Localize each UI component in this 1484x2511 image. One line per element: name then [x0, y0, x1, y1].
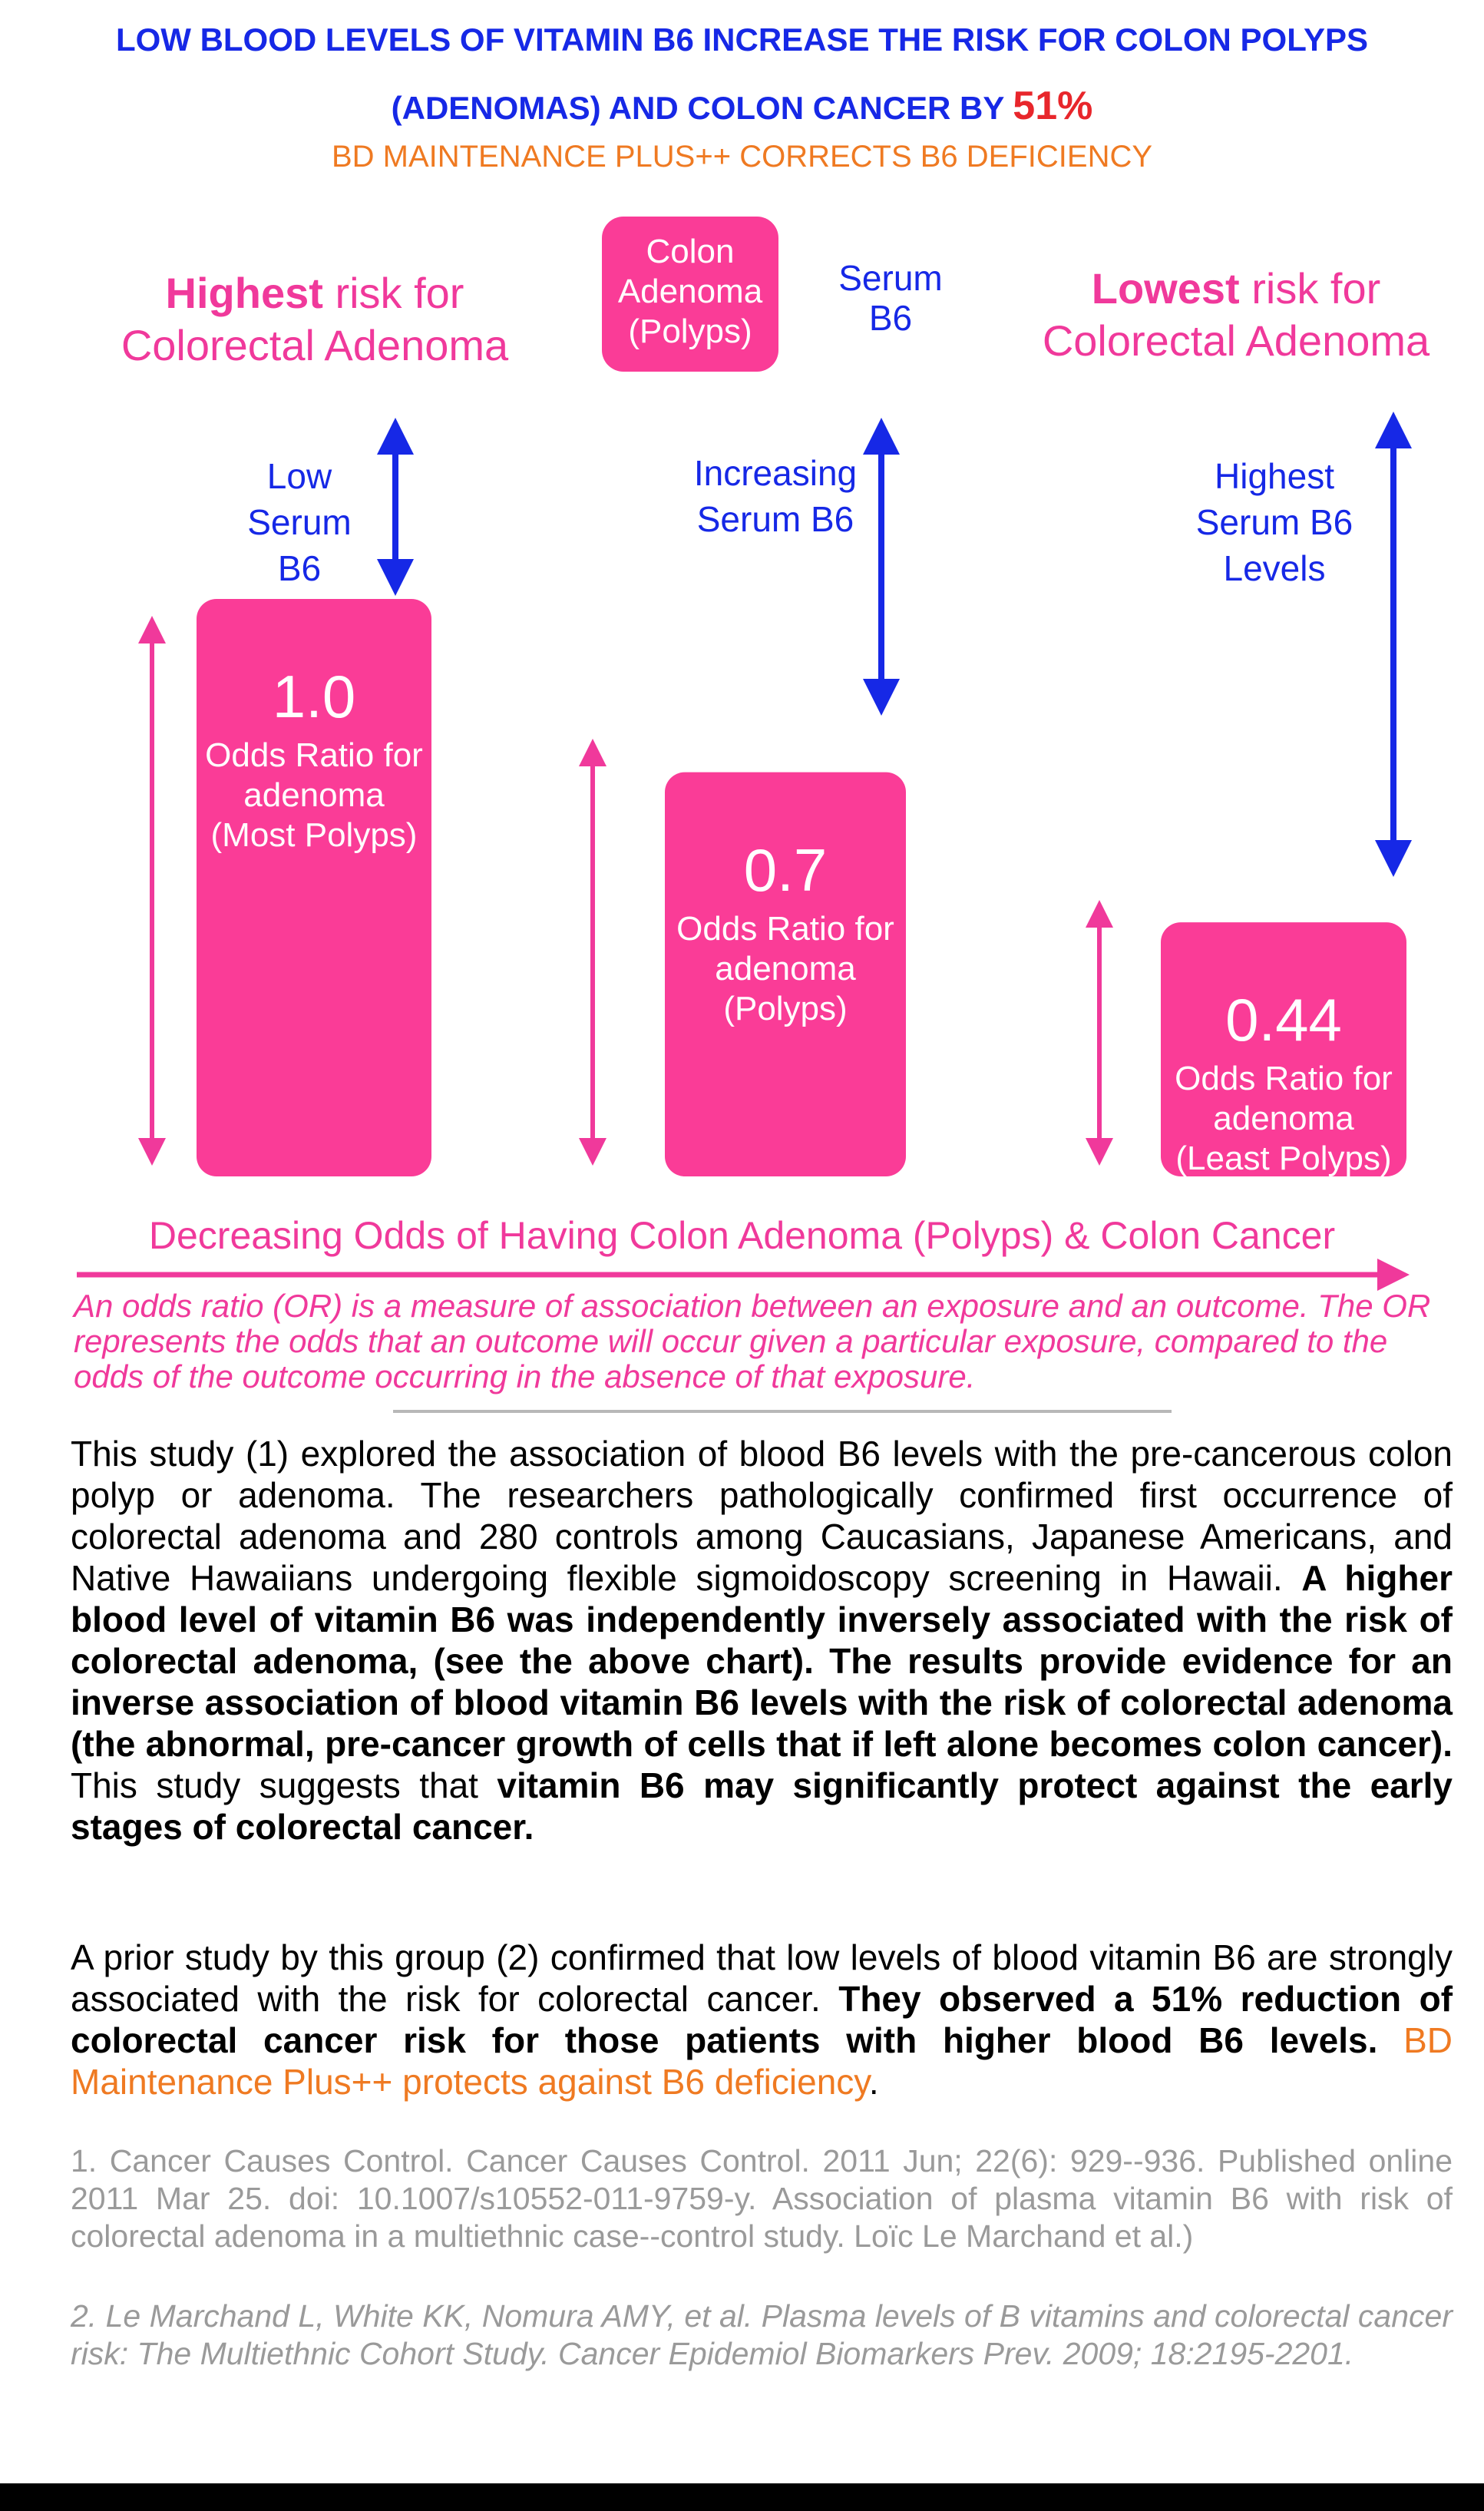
p2-text-1: A prior study by this group (2) confirmed that low levels of blood vitamin B6 are strongly associated with the risk for colorectal cancer. [71, 1937, 1453, 2019]
x-axis-label: Decreasing Odds of Having Colon Adenoma (Polyps) & Colon Cancer [148, 1214, 1336, 1257]
bar-label-2: Odds Ratio for adenoma (Polyps) [676, 909, 894, 1027]
highest-risk-bold: Highest [165, 269, 323, 317]
lowest-risk-line2: Colorectal Adenoma [1042, 316, 1430, 365]
highest-risk-rest: risk for [322, 269, 464, 317]
p1-bold-1: A higher blood level of vitamin B6 was independently inversely associated with the risk of colorectal adenoma, (see the above chart). The results provide evidence for an inverse association of blood vitamin B6 levels with the risk of colorectal adenoma (the abnormal, pre-cancer growth of cells that if left alone becomes colon cancer). [71, 1558, 1453, 1764]
reference-2: 2. Le Marchand L, White KK, Nomura AMY, et al. Plasma levels of B vitamins and colorectal cancer risk: The Multiethnic Cohort Study. Cancer Epidemiol Biomarkers Prev. 2009; 18:2195-2201. [71, 2298, 1453, 2371]
title-percent: 51% [1013, 84, 1093, 128]
bar-value-1: 1.0 [272, 663, 356, 730]
bottom-bar [0, 2483, 1484, 2511]
paragraph-2 [71, 1937, 1453, 2102]
p1-text-2: This study suggests that [71, 1765, 497, 1805]
serum-label-increasing: Increasing Serum B6 [693, 453, 858, 539]
bar-label-3: Odds Ratio for adenoma (Least Polyps) [1175, 1060, 1393, 1178]
divider [393, 1410, 1172, 1413]
p2-bold-1: They observed a 51% reduction of colorectal cancer risk for those patients with higher blood B6 levels. [71, 1979, 1453, 2060]
lowest-risk-rest: risk for [1239, 264, 1381, 313]
reference-1: 1. Cancer Causes Control. Cancer Causes Control. 2011 Jun; 22(6): 929--936. Published online 2011 Mar 25. doi: 10.1007/s10552-011-9759-y. Association of plasma vitamin B6 with risk of colorectal adenoma in a multiethnic case--control study. Loïc Le Marchand et al.) [71, 2143, 1453, 2254]
bar-label-1: Odds Ratio for adenoma (Most Polyps) [205, 736, 423, 854]
legend-serum-label: Serum B6 [838, 258, 943, 338]
serum-label-low: Low Serum B6 [247, 456, 352, 588]
bar-value-3: 0.44 [1225, 986, 1342, 1054]
p1-text-1: This study (1) explored the association of blood B6 levels with the pre-cancerous colon polyp or adenoma. The researchers pathologically confirmed first occurrence of colorectal adenoma and 280 controls among Caucasians, Japanese Americans, and Native Hawaiians undergoing flexible sigmoidoscopy screening in Hawaii. [71, 1434, 1453, 1598]
title-line-1: LOW BLOOD LEVELS OF VITAMIN B6 INCREASE THE RISK FOR COLON POLYPS [115, 22, 1369, 58]
p2-product-link: BD Maintenance Plus++ protects against B6 deficiency [71, 2020, 1453, 2102]
title-line-2-text: (ADENOMAS) AND COLON CANCER BY [391, 90, 1013, 126]
subtitle: BD MAINTENANCE PLUS++ CORRECTS B6 DEFICIENCY [331, 140, 1153, 174]
paragraph-1 [71, 1433, 1453, 1848]
p1-bold-2: vitamin B6 may significantly protect against the early stages of colorectal cancer. [71, 1765, 1453, 1847]
odds-ratio-definition: An odds ratio (OR) is a measure of association between an exposure and an outcome. The OR represents the odds that an outcome will occur given a particular exposure, compared to the odds of the outcome occurring in the absence of that exposure. [74, 1288, 1431, 1394]
bar-value-2: 0.7 [743, 835, 828, 904]
p2-text-3: . [868, 2062, 879, 2102]
highest-risk-line2: Colorectal Adenoma [121, 321, 509, 369]
serum-label-highest: Highest Serum B6 Levels [1195, 456, 1353, 588]
legend-box-label: Colon Adenoma (Polyps) [617, 233, 763, 350]
p2-text-2 [1377, 2020, 1403, 2060]
lowest-risk-bold: Lowest [1091, 264, 1240, 313]
